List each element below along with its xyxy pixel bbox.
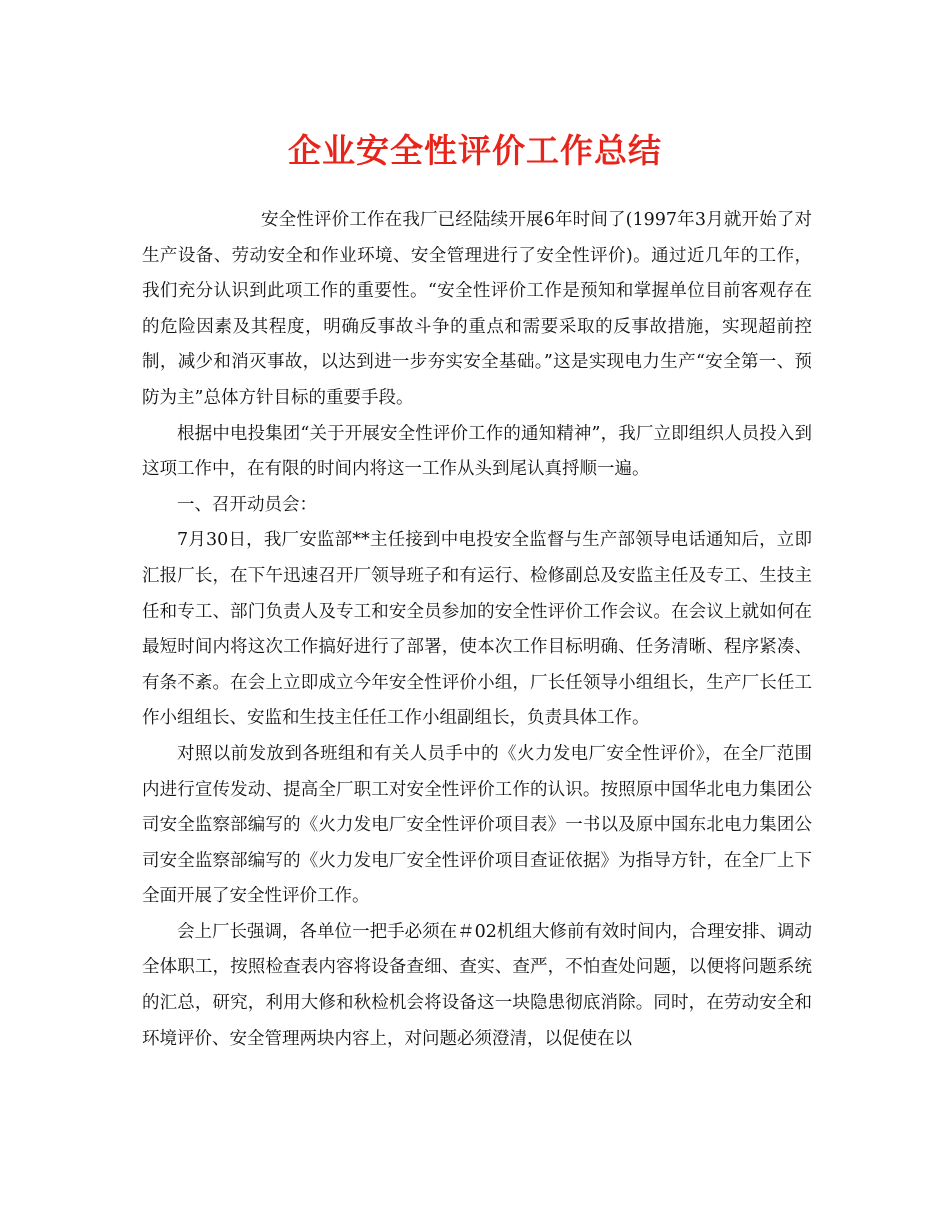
paragraph-director-emphasis: 会上厂长强调，各单位一把手必须在＃02机组大修前有效时间内，合理安排、调动全体职工，按照检查表内容将设备查细、查实、查严，不怕查处问题，以便将问题系统的汇总，研究，利用大修和秋检机会将设备这一块隐患彻底消除。同时，在劳动安全和环境评价、安全管理两块内容上，对问题必须澄清，以促使在以: [142, 921, 812, 1049]
paragraph-publicity: 对照以前发放到各班组和有关人员手中的《火力发电厂安全性评价》，在全厂范围内进行宣传发动、提高全厂职工对安全性评价工作的认识。按照原中国华北电力集团公司安全监察部编写的《火力发电厂安全性评价项目表》一书以及原中国东北电力集团公司安全监察部编写的《火力发电厂安全性评价项目查证依据》为指导方针，在全厂上下全面开展了安全性评价工作。: [142, 743, 812, 907]
document-title: 企业安全性评价工作总结: [288, 131, 662, 170]
section-heading-mobilization: 一、召开动员会：: [177, 494, 317, 515]
document-body: [142, 203, 812, 1057]
paragraph-meeting: 7月30日，我厂安监部**主任接到中电投安全监督与生产部领导电话通知后，立即汇报厂长，在下午迅速召开厂领导班子和有运行、检修副总及安监主任及专工、生技主任和专工、部门负责人及专工和安全员参加的安全性评价工作会议。在会议上就如何在最短时间内将这次工作搞好进行了部署，使本次工作目标明确、任务清晰、程序紧凑、有条不紊。在会上立即成立今年安全性评价小组，厂长任领导小组组长，生产厂长任工作小组组长、安监和生技主任任工作小组副组长，负责具体工作。: [142, 530, 812, 729]
paragraph-notice: 根据中电投集团“关于开展安全性评价工作的通知精神”，我厂立即组织人员投入到这项工作中，在有限的时间内将这一工作从头到尾认真捋顺一遍。: [142, 423, 812, 480]
paragraph-intro: 安全性评价工作在我厂已经陆续开展6年时间了(1997年3月就开始了对生产设备、劳动安全和作业环境、安全管理进行了安全性评价)。通过近几年的工作，我们充分认识到此项工作的重要性。“安全性评价工作是预知和掌握单位目前客观存在的危险因素及其程度，明确反事故斗争的重点和需要采取的反事故措施，实现超前控制，减少和消灭事故，以达到进一步夯实安全基础。”这是实现电力生产“安全第一、预防为主”总体方针目标的重要手段。: [142, 210, 812, 408]
